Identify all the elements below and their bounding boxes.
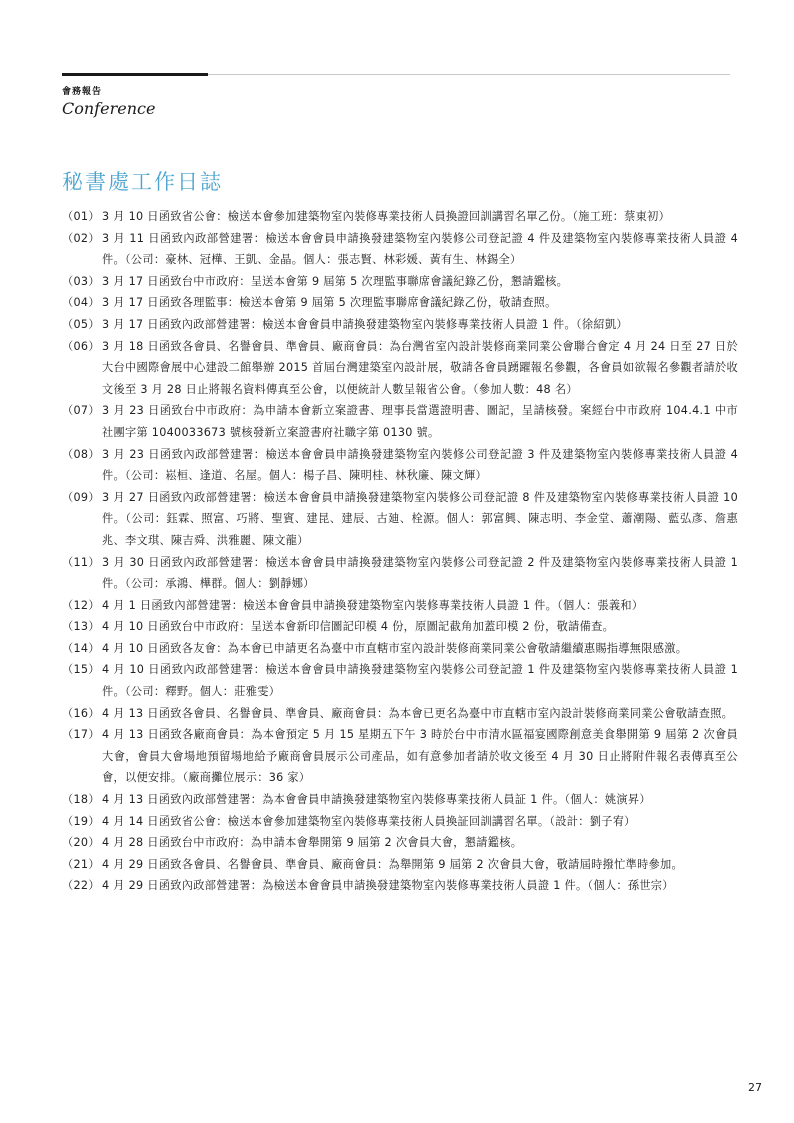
log-entry-number: （05） [62,317,100,331]
log-entry [62,487,738,552]
page-number: 27 [748,1081,762,1094]
log-entry-number: （07） [62,404,100,418]
log-entry-text: 3 月 30 日函致內政部營建署：檢送本會會員申請換發建築物室內裝修公司登記證 2 件及建築物室內裝修專業技術人員證 1 件。（公司：承鴻、樺群。個人：劉靜娜） [102,555,738,591]
log-entry-number: （22） [62,879,100,893]
log-entry [62,400,738,443]
log-entry [62,703,738,725]
log-entry-number: （20） [62,836,100,850]
log-entry-text: 3 月 17 日函致內政部營建署：檢送本會會員申請換發建築物室內裝修專業技術人員證 1 件。（徐紹凱） [102,317,628,331]
log-entry-number: （18） [62,793,100,807]
log-entry-text: 4 月 10 日函致台中市政府：呈送本會新印信圖記印模 4 份，原圖記截角加蓋印模 2 份，敬請備查。 [102,620,615,634]
log-entry-number: （09） [62,490,100,504]
log-entry-text: 4 月 13 日函致內政部營建署：為本會會員申請換發建築物室內裝修專業技術人員証 1 件。（個人：姚演昇） [102,793,651,807]
log-entry-text: 4 月 29 日函致各會員、名譽會員、準會員、廠商會員：為舉開第 9 屆第 2 次會員大會，敬請屆時撥忙準時參加。 [102,857,684,871]
log-entry-number: （16） [62,706,100,720]
log-entry-number: （08） [62,447,100,461]
log-entry [62,595,738,617]
log-entry [62,875,738,897]
log-entry-text: 4 月 10 日函致內政部營建署：檢送本會會員申請換發建築物室內裝修公司登記證 1 件及建築物室內裝修專業技術人員證 1 件。（公司：釋野。個人：莊雅雯） [102,663,738,699]
log-entry-text: 4 月 28 日函致台中市政府：為申請本會舉開第 9 屆第 2 次會員大會，懇請鑑核。 [102,836,523,850]
log-entry [62,206,738,228]
log-entry [62,616,738,638]
log-entry-text: 3 月 17 日函致台中市政府：呈送本會第 9 屆第 5 次理監事聯席會議紀錄乙份，懇請鑑核。 [102,274,569,288]
log-entry-number: （11） [62,555,100,569]
log-entry-number: （17） [62,728,100,742]
log-entry [62,789,738,811]
log-entry-text: 3 月 17 日函致各理監事：檢送本會第 9 屆第 5 次理監事聯席會議紀錄乙份，敬請查照。 [102,296,557,310]
log-entry-number: （12） [62,598,100,612]
log-entry [62,854,738,876]
log-entry [62,638,738,660]
header-accent-bar [62,73,208,76]
log-entry-number: （15） [62,663,100,677]
log-entry [62,444,738,487]
log-entry-text: 3 月 27 日函致內政部營建署：檢送本會會員申請換發建築物室內裝修公司登記證 8 件及建築物室內裝修專業技術人員證 10 件。（公司：鈺霖、照富、巧將、聖賓、建昆、建辰、古廸、栓源。個人：郭富興、陳志明、李金堂、蕭潮陽、藍弘彥、詹惠兆、李文琪、陳吉舜、洪雅麗、陳文龍） [102,490,738,547]
log-entry-text: 4 月 10 日函致各友會：為本會已申請更名為臺中市直轄市室內設計裝修商業同業公會敬請繼續惠賜指導無限感激。 [102,641,688,655]
log-entry [62,552,738,595]
log-entry-number: （01） [62,210,100,223]
log-entry [62,292,738,314]
log-entry-number: （13） [62,620,100,634]
log-entry-number: （21） [62,857,100,871]
log-entry-text: 4 月 29 日函致內政部營建署：為檢送本會會員申請換發建築物室內裝修專業技術人員證 1 件。（個人：孫世宗） [102,879,674,893]
log-entry-number: （06） [62,339,100,353]
log-entry-number: （19） [62,814,100,828]
log-entry-text: 3 月 23 日函致台中市政府：為申請本會新立案證書、理事長當選證明書、圖記，呈請核發。案經台中市政府 104.4.1 中市社團字第 1040033673 號核發新立案證書府社職字第 0130 號。 [102,404,738,439]
log-entry [62,336,738,401]
log-entry-text: 3 月 10 日函致省公會：檢送本會參加建築物室內裝修專業技術人員換證回訓講習名單乙份。（施工班：蔡東初） [102,210,671,223]
log-entry [62,724,738,789]
log-entry-list [62,206,738,897]
log-entry [62,271,738,293]
log-entry-text: 3 月 11 日函致內政部營建署：檢送本會會員申請換發建築物室內裝修公司登記證 4 件及建築物室內裝修專業技術人員證 4 件。（公司：豪林、冠樺、王凱、金晶。個人：張志賢、林彩媛、黃有生、林錫全） [102,231,738,267]
log-entry [62,811,738,833]
log-entry [62,314,738,336]
log-entry-text: 4 月 14 日函致省公會：檢送本會參加建築物室內裝修專業技術人員換証回訓講習名單。（設計：劉子宥） [102,814,636,828]
log-entry-number: （03） [62,274,100,288]
section-label-english: Conference [62,99,156,118]
section-label-chinese: 會務報告 [62,87,103,97]
log-entry-text: 4 月 1 日函致內部營建署：檢送本會會員申請換發建築物室內裝修專業技術人員證 1 件。（個人：張義和） [102,598,644,612]
log-entry [62,228,738,271]
log-entry-number: （14） [62,641,100,655]
log-entry-text: 3 月 23 日函致內政部營建署：檢送本會會員申請換發建築物室內裝修公司登記證 3 件及建築物室內裝修專業技術人員證 4 件。（公司：崧桓、逢道、名屋。個人：楊子昌、陳明桂、林秋廉、陳文輝） [102,447,738,483]
log-entry-text: 4 月 13 日函致各廠商會員：為本會預定 5 月 15 星期五下午 3 時於台中市清水區福宴國際創意美食舉開第 9 屆第 2 次會員大會，會員大會場地預留場地給予廠商會員展示公司產品，如有意參加者請於收文後至 4 月 30 日止將附件報名表傳真至公會，以便安排。（廠商攤位展示：36 家） [102,728,738,785]
log-entry-number: （04） [62,296,100,310]
log-entry [62,832,738,854]
page-title: 秘書處工作日誌 [62,170,223,194]
log-entry-text: 3 月 18 日函致各會員、名譽會員、準會員、廠商會員：為台灣省室內設計裝修商業同業公會聯合會定 4 月 24 日至 27 日於大台中國際會展中心建設二館舉辦 2015 首屆台灣建築室內設計展，敬請各會員踴躍報名參觀，各會員如欲報名參觀者請於收文後至 3 月 28 日止將報名資料傳真至公會，以便統計人數呈報省公會。（參加人數：48 名） [102,339,738,396]
log-entry-text: 4 月 13 日函致各會員、名譽會員、準會員、廠商會員：為本會已更名為臺中市直轄市室內設計裝修商業同業公會敬請查照。 [102,706,734,720]
log-entry [62,659,738,702]
log-entry-number: （02） [62,231,100,245]
